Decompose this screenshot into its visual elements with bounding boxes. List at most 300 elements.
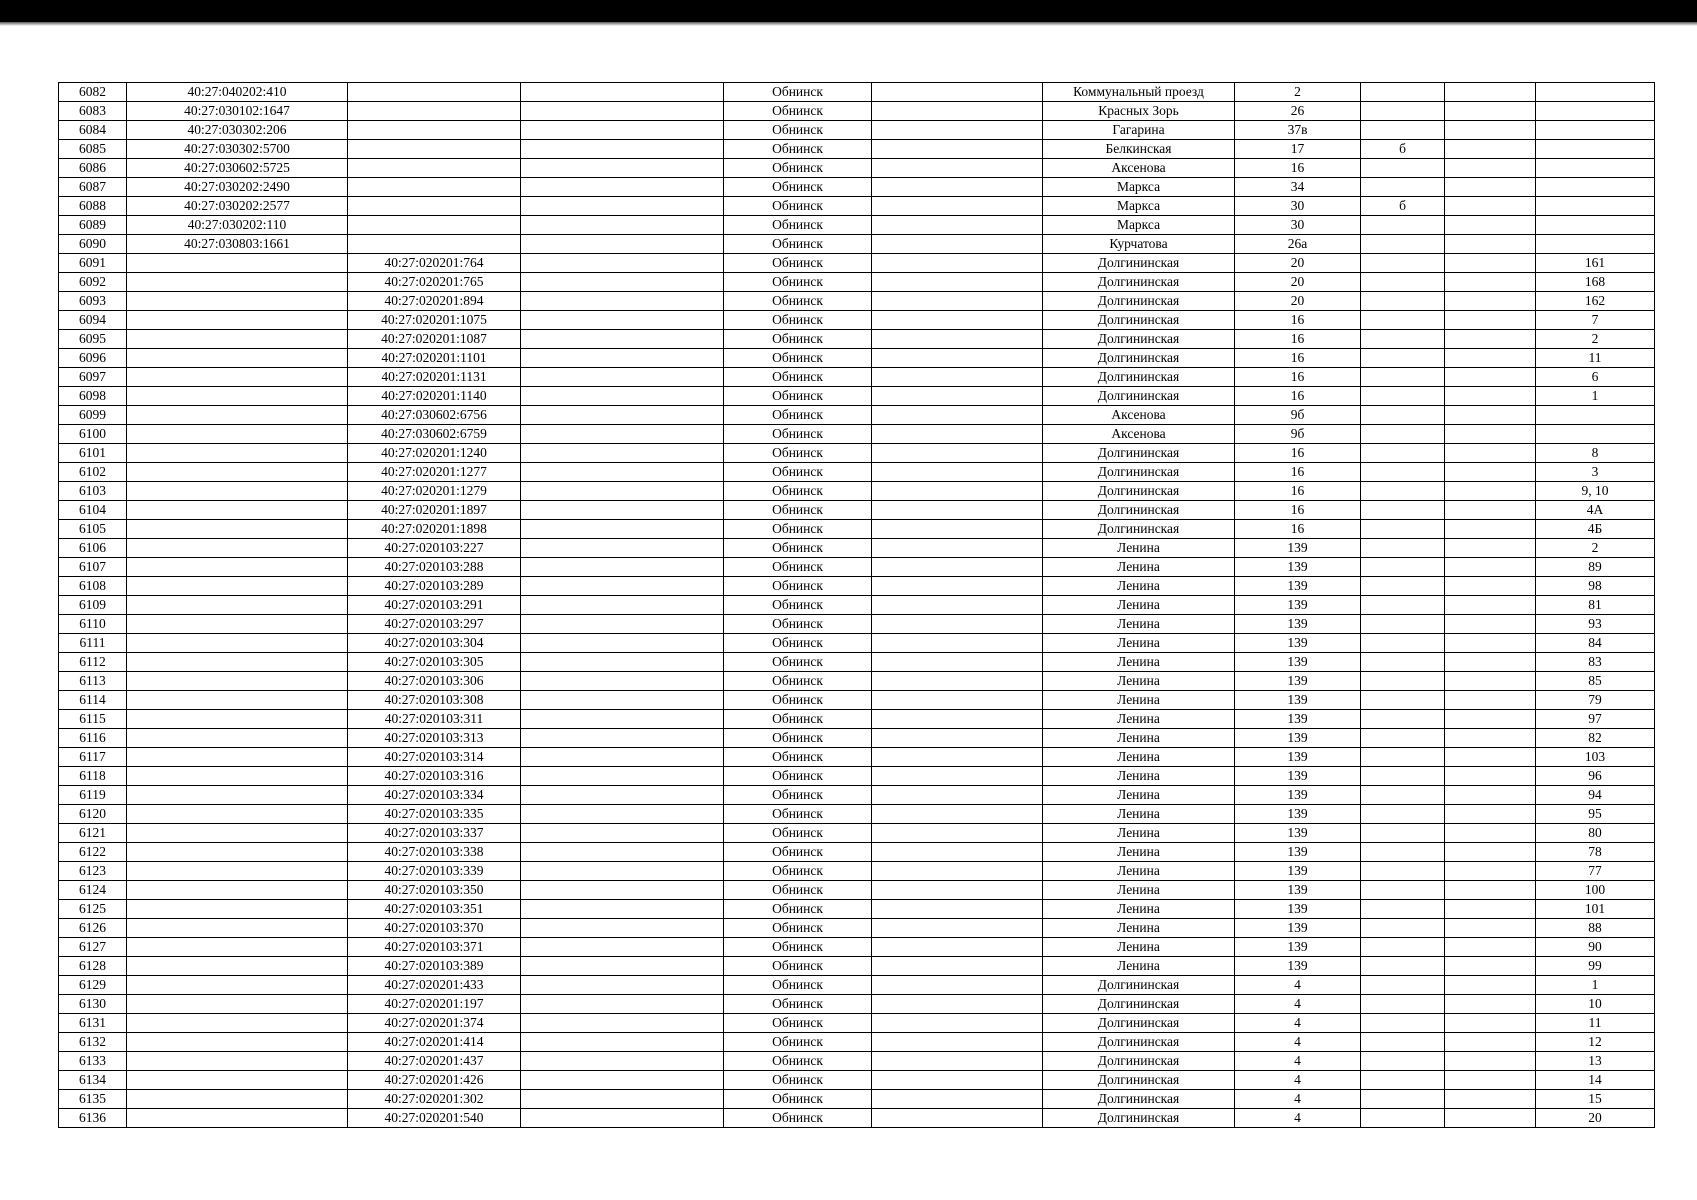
street-cell: Долгининская — [1043, 976, 1235, 995]
building-cadastral-number-cell — [127, 615, 348, 634]
house-number-cell: 4 — [1235, 1090, 1361, 1109]
street-cell: Долгининская — [1043, 254, 1235, 273]
blank-cell — [1445, 577, 1536, 596]
house-number-cell: 16 — [1235, 463, 1361, 482]
table-row — [59, 1109, 1655, 1128]
city-cell: Обнинск — [724, 1052, 872, 1071]
building-cadastral-number-cell — [127, 349, 348, 368]
blank-cell — [1445, 729, 1536, 748]
blank-cell — [1445, 197, 1536, 216]
premises-cadastral-number-cell: 40:27:020201:197 — [348, 995, 521, 1014]
blank-cell — [872, 596, 1043, 615]
blank-cell — [872, 577, 1043, 596]
city-cell: Обнинск — [724, 482, 872, 501]
apartment-number-cell — [1536, 216, 1655, 235]
scan-edge-shadow — [0, 22, 1697, 26]
blank-cell — [872, 539, 1043, 558]
premises-cadastral-number-cell: 40:27:020103:337 — [348, 824, 521, 843]
house-number-cell: 16 — [1235, 159, 1361, 178]
blank-cell — [521, 197, 724, 216]
street-cell: Маркса — [1043, 197, 1235, 216]
row-number-cell: 6103 — [59, 482, 127, 501]
city-cell: Обнинск — [724, 786, 872, 805]
building-cadastral-number-cell — [127, 957, 348, 976]
house-number-cell: 17 — [1235, 140, 1361, 159]
premises-cadastral-number-cell: 40:27:020201:764 — [348, 254, 521, 273]
blank-cell — [521, 919, 724, 938]
building-cadastral-number-cell — [127, 653, 348, 672]
blank-cell — [1445, 843, 1536, 862]
building-letter-cell — [1361, 1014, 1445, 1033]
blank-cell — [872, 216, 1043, 235]
table-row — [59, 672, 1655, 691]
blank-cell — [872, 653, 1043, 672]
table-row — [59, 444, 1655, 463]
table-row — [59, 634, 1655, 653]
premises-cadastral-number-cell: 40:27:020103:334 — [348, 786, 521, 805]
table-row — [59, 254, 1655, 273]
house-number-cell: 139 — [1235, 577, 1361, 596]
table-row — [59, 824, 1655, 843]
row-number-cell: 6116 — [59, 729, 127, 748]
row-number-cell: 6088 — [59, 197, 127, 216]
house-number-cell: 20 — [1235, 254, 1361, 273]
building-letter-cell — [1361, 1109, 1445, 1128]
building-letter-cell — [1361, 862, 1445, 881]
building-letter-cell — [1361, 767, 1445, 786]
table-row — [59, 748, 1655, 767]
blank-cell — [521, 178, 724, 197]
apartment-number-cell: 79 — [1536, 691, 1655, 710]
building-letter-cell — [1361, 463, 1445, 482]
blank-cell — [1445, 254, 1536, 273]
row-number-cell: 6121 — [59, 824, 127, 843]
house-number-cell: 16 — [1235, 501, 1361, 520]
city-cell: Обнинск — [724, 634, 872, 653]
row-number-cell: 6119 — [59, 786, 127, 805]
apartment-number-cell: 8 — [1536, 444, 1655, 463]
table-row — [59, 349, 1655, 368]
city-cell: Обнинск — [724, 938, 872, 957]
blank-cell — [1445, 349, 1536, 368]
house-number-cell: 34 — [1235, 178, 1361, 197]
street-cell: Гагарина — [1043, 121, 1235, 140]
building-cadastral-number-cell — [127, 368, 348, 387]
premises-cadastral-number-cell — [348, 83, 521, 102]
city-cell: Обнинск — [724, 254, 872, 273]
building-cadastral-number-cell — [127, 748, 348, 767]
blank-cell — [872, 406, 1043, 425]
building-cadastral-number-cell: 40:27:030202:2490 — [127, 178, 348, 197]
building-cadastral-number-cell — [127, 596, 348, 615]
blank-cell — [872, 881, 1043, 900]
blank-cell — [872, 748, 1043, 767]
apartment-number-cell: 100 — [1536, 881, 1655, 900]
building-cadastral-number-cell — [127, 710, 348, 729]
building-cadastral-number-cell — [127, 577, 348, 596]
premises-cadastral-number-cell: 40:27:030602:6759 — [348, 425, 521, 444]
apartment-number-cell: 78 — [1536, 843, 1655, 862]
row-number-cell: 6134 — [59, 1071, 127, 1090]
premises-cadastral-number-cell: 40:27:020201:426 — [348, 1071, 521, 1090]
blank-cell — [1445, 444, 1536, 463]
city-cell: Обнинск — [724, 501, 872, 520]
row-number-cell: 6104 — [59, 501, 127, 520]
building-letter-cell — [1361, 1071, 1445, 1090]
premises-cadastral-number-cell: 40:27:020201:1131 — [348, 368, 521, 387]
building-letter-cell — [1361, 330, 1445, 349]
street-cell: Долгининская — [1043, 311, 1235, 330]
building-letter-cell — [1361, 672, 1445, 691]
apartment-number-cell: 2 — [1536, 539, 1655, 558]
building-letter-cell — [1361, 273, 1445, 292]
building-letter-cell — [1361, 596, 1445, 615]
blank-cell — [872, 615, 1043, 634]
house-number-cell: 9б — [1235, 406, 1361, 425]
premises-cadastral-number-cell — [348, 178, 521, 197]
blank-cell — [521, 159, 724, 178]
blank-cell — [1445, 957, 1536, 976]
city-cell: Обнинск — [724, 558, 872, 577]
blank-cell — [521, 311, 724, 330]
blank-cell — [1445, 786, 1536, 805]
blank-cell — [872, 767, 1043, 786]
apartment-number-cell: 162 — [1536, 292, 1655, 311]
apartment-number-cell: 93 — [1536, 615, 1655, 634]
blank-cell — [1445, 995, 1536, 1014]
apartment-number-cell: 14 — [1536, 1071, 1655, 1090]
blank-cell — [872, 102, 1043, 121]
blank-cell — [872, 634, 1043, 653]
street-cell: Ленина — [1043, 634, 1235, 653]
blank-cell — [872, 995, 1043, 1014]
building-cadastral-number-cell — [127, 406, 348, 425]
street-cell: Долгининская — [1043, 1014, 1235, 1033]
blank-cell — [1445, 140, 1536, 159]
apartment-number-cell: 12 — [1536, 1033, 1655, 1052]
blank-cell — [521, 501, 724, 520]
apartment-number-cell — [1536, 178, 1655, 197]
building-cadastral-number-cell — [127, 881, 348, 900]
row-number-cell: 6086 — [59, 159, 127, 178]
street-cell: Белкинская — [1043, 140, 1235, 159]
building-cadastral-number-cell — [127, 976, 348, 995]
city-cell: Обнинск — [724, 102, 872, 121]
street-cell: Ленина — [1043, 653, 1235, 672]
street-cell: Ленина — [1043, 729, 1235, 748]
blank-cell — [872, 1109, 1043, 1128]
row-number-cell: 6106 — [59, 539, 127, 558]
house-number-cell: 4 — [1235, 1109, 1361, 1128]
row-number-cell: 6089 — [59, 216, 127, 235]
house-number-cell: 16 — [1235, 368, 1361, 387]
table-row — [59, 539, 1655, 558]
apartment-number-cell: 80 — [1536, 824, 1655, 843]
street-cell: Ленина — [1043, 577, 1235, 596]
apartment-number-cell: 3 — [1536, 463, 1655, 482]
apartment-number-cell: 11 — [1536, 349, 1655, 368]
building-letter-cell — [1361, 653, 1445, 672]
street-cell: Долгининская — [1043, 995, 1235, 1014]
premises-cadastral-number-cell: 40:27:020103:289 — [348, 577, 521, 596]
blank-cell — [1445, 748, 1536, 767]
street-cell: Ленина — [1043, 843, 1235, 862]
building-cadastral-number-cell — [127, 805, 348, 824]
apartment-number-cell — [1536, 121, 1655, 140]
apartment-number-cell: 4Б — [1536, 520, 1655, 539]
building-letter-cell — [1361, 83, 1445, 102]
premises-cadastral-number-cell: 40:27:020103:351 — [348, 900, 521, 919]
building-cadastral-number-cell — [127, 843, 348, 862]
house-number-cell: 139 — [1235, 710, 1361, 729]
blank-cell — [521, 273, 724, 292]
table-row — [59, 843, 1655, 862]
apartment-number-cell: 98 — [1536, 577, 1655, 596]
blank-cell — [872, 140, 1043, 159]
building-cadastral-number-cell — [127, 387, 348, 406]
blank-cell — [521, 539, 724, 558]
city-cell: Обнинск — [724, 843, 872, 862]
premises-cadastral-number-cell: 40:27:020103:305 — [348, 653, 521, 672]
building-letter-cell — [1361, 577, 1445, 596]
blank-cell — [1445, 558, 1536, 577]
premises-cadastral-number-cell: 40:27:020103:389 — [348, 957, 521, 976]
row-number-cell: 6126 — [59, 919, 127, 938]
blank-cell — [872, 710, 1043, 729]
house-number-cell: 139 — [1235, 558, 1361, 577]
street-cell: Долгининская — [1043, 349, 1235, 368]
city-cell: Обнинск — [724, 330, 872, 349]
blank-cell — [521, 1090, 724, 1109]
building-letter-cell — [1361, 425, 1445, 444]
house-number-cell: 139 — [1235, 653, 1361, 672]
row-number-cell: 6091 — [59, 254, 127, 273]
blank-cell — [872, 273, 1043, 292]
blank-cell — [872, 387, 1043, 406]
row-number-cell: 6092 — [59, 273, 127, 292]
apartment-number-cell: 83 — [1536, 653, 1655, 672]
building-cadastral-number-cell — [127, 900, 348, 919]
apartment-number-cell: 1 — [1536, 976, 1655, 995]
table-row — [59, 273, 1655, 292]
premises-cadastral-number-cell: 40:27:020103:297 — [348, 615, 521, 634]
apartment-number-cell: 15 — [1536, 1090, 1655, 1109]
street-cell: Долгининская — [1043, 501, 1235, 520]
table-row — [59, 1071, 1655, 1090]
table-row — [59, 311, 1655, 330]
blank-cell — [521, 900, 724, 919]
blank-cell — [1445, 520, 1536, 539]
blank-cell — [521, 843, 724, 862]
premises-cadastral-number-cell: 40:27:020103:291 — [348, 596, 521, 615]
table-row — [59, 140, 1655, 159]
apartment-number-cell: 168 — [1536, 273, 1655, 292]
house-number-cell: 20 — [1235, 292, 1361, 311]
building-letter-cell — [1361, 900, 1445, 919]
building-cadastral-number-cell — [127, 444, 348, 463]
city-cell: Обнинск — [724, 729, 872, 748]
table-row — [59, 881, 1655, 900]
street-cell: Ленина — [1043, 539, 1235, 558]
building-letter-cell — [1361, 520, 1445, 539]
street-cell: Ленина — [1043, 919, 1235, 938]
row-number-cell: 6113 — [59, 672, 127, 691]
row-number-cell: 6095 — [59, 330, 127, 349]
street-cell: Долгининская — [1043, 368, 1235, 387]
city-cell: Обнинск — [724, 1090, 872, 1109]
table-row — [59, 710, 1655, 729]
building-cadastral-number-cell — [127, 292, 348, 311]
city-cell: Обнинск — [724, 672, 872, 691]
blank-cell — [872, 235, 1043, 254]
premises-cadastral-number-cell: 40:27:020103:308 — [348, 691, 521, 710]
building-letter-cell — [1361, 634, 1445, 653]
row-number-cell: 6098 — [59, 387, 127, 406]
apartment-number-cell: 77 — [1536, 862, 1655, 881]
house-number-cell: 26 — [1235, 102, 1361, 121]
blank-cell — [1445, 273, 1536, 292]
building-cadastral-number-cell: 40:27:030102:1647 — [127, 102, 348, 121]
house-number-cell: 139 — [1235, 596, 1361, 615]
city-cell: Обнинск — [724, 881, 872, 900]
blank-cell — [521, 558, 724, 577]
building-cadastral-number-cell: 40:27:030302:5700 — [127, 140, 348, 159]
blank-cell — [1445, 159, 1536, 178]
apartment-number-cell: 99 — [1536, 957, 1655, 976]
apartment-number-cell: 94 — [1536, 786, 1655, 805]
city-cell: Обнинск — [724, 748, 872, 767]
street-cell: Долгининская — [1043, 1033, 1235, 1052]
blank-cell — [521, 520, 724, 539]
building-cadastral-number-cell — [127, 558, 348, 577]
premises-cadastral-number-cell: 40:27:020103:350 — [348, 881, 521, 900]
blank-cell — [1445, 463, 1536, 482]
building-letter-cell — [1361, 1033, 1445, 1052]
blank-cell — [872, 900, 1043, 919]
blank-cell — [1445, 919, 1536, 938]
city-cell: Обнинск — [724, 596, 872, 615]
building-letter-cell — [1361, 178, 1445, 197]
apartment-number-cell: 85 — [1536, 672, 1655, 691]
table-row — [59, 159, 1655, 178]
table-row — [59, 805, 1655, 824]
blank-cell — [521, 1109, 724, 1128]
document-sheet — [58, 82, 1654, 1128]
house-number-cell: 139 — [1235, 767, 1361, 786]
premises-cadastral-number-cell — [348, 102, 521, 121]
building-letter-cell — [1361, 254, 1445, 273]
city-cell: Обнинск — [724, 900, 872, 919]
street-cell: Долгининская — [1043, 520, 1235, 539]
street-cell: Долгининская — [1043, 330, 1235, 349]
blank-cell — [1445, 976, 1536, 995]
apartment-number-cell: 161 — [1536, 254, 1655, 273]
blank-cell — [1445, 1090, 1536, 1109]
blank-cell — [872, 957, 1043, 976]
blank-cell — [872, 197, 1043, 216]
blank-cell — [872, 368, 1043, 387]
city-cell: Обнинск — [724, 862, 872, 881]
house-number-cell: 16 — [1235, 444, 1361, 463]
row-number-cell: 6085 — [59, 140, 127, 159]
building-cadastral-number-cell — [127, 311, 348, 330]
blank-cell — [872, 178, 1043, 197]
street-cell: Ленина — [1043, 805, 1235, 824]
house-number-cell: 139 — [1235, 938, 1361, 957]
row-number-cell: 6125 — [59, 900, 127, 919]
house-number-cell: 139 — [1235, 539, 1361, 558]
street-cell: Ленина — [1043, 881, 1235, 900]
blank-cell — [872, 1052, 1043, 1071]
building-letter-cell — [1361, 710, 1445, 729]
blank-cell — [521, 444, 724, 463]
blank-cell — [521, 1071, 724, 1090]
city-cell: Обнинск — [724, 957, 872, 976]
table-row — [59, 577, 1655, 596]
table-row — [59, 900, 1655, 919]
building-letter-cell — [1361, 748, 1445, 767]
premises-cadastral-number-cell: 40:27:020201:1898 — [348, 520, 521, 539]
building-cadastral-number-cell — [127, 1090, 348, 1109]
city-cell: Обнинск — [724, 159, 872, 178]
street-cell: Ленина — [1043, 786, 1235, 805]
premises-cadastral-number-cell: 40:27:020103:371 — [348, 938, 521, 957]
house-number-cell: 16 — [1235, 311, 1361, 330]
blank-cell — [872, 482, 1043, 501]
street-cell: Ленина — [1043, 672, 1235, 691]
street-cell: Ленина — [1043, 615, 1235, 634]
premises-cadastral-number-cell: 40:27:020103:339 — [348, 862, 521, 881]
blank-cell — [521, 596, 724, 615]
row-number-cell: 6087 — [59, 178, 127, 197]
blank-cell — [1445, 1052, 1536, 1071]
premises-cadastral-number-cell: 40:27:020201:437 — [348, 1052, 521, 1071]
row-number-cell: 6084 — [59, 121, 127, 140]
blank-cell — [872, 862, 1043, 881]
building-letter-cell — [1361, 729, 1445, 748]
city-cell: Обнинск — [724, 235, 872, 254]
apartment-number-cell — [1536, 197, 1655, 216]
house-number-cell: 139 — [1235, 900, 1361, 919]
house-number-cell: 30 — [1235, 216, 1361, 235]
building-cadastral-number-cell — [127, 862, 348, 881]
building-cadastral-number-cell — [127, 824, 348, 843]
table-row — [59, 615, 1655, 634]
blank-cell — [521, 83, 724, 102]
city-cell: Обнинск — [724, 444, 872, 463]
premises-cadastral-number-cell: 40:27:020201:540 — [348, 1109, 521, 1128]
table-row — [59, 919, 1655, 938]
premises-cadastral-number-cell: 40:27:020103:370 — [348, 919, 521, 938]
building-letter-cell — [1361, 349, 1445, 368]
building-letter-cell: б — [1361, 197, 1445, 216]
street-cell: Долгининская — [1043, 273, 1235, 292]
building-cadastral-number-cell — [127, 463, 348, 482]
premises-cadastral-number-cell — [348, 197, 521, 216]
table-row — [59, 292, 1655, 311]
house-number-cell: 139 — [1235, 691, 1361, 710]
street-cell: Долгининская — [1043, 1052, 1235, 1071]
row-number-cell: 6124 — [59, 881, 127, 900]
building-cadastral-number-cell — [127, 1014, 348, 1033]
building-letter-cell — [1361, 881, 1445, 900]
row-number-cell: 6120 — [59, 805, 127, 824]
blank-cell — [1445, 539, 1536, 558]
building-cadastral-number-cell — [127, 1033, 348, 1052]
table-row — [59, 1014, 1655, 1033]
apartment-number-cell: 2 — [1536, 330, 1655, 349]
city-cell: Обнинск — [724, 805, 872, 824]
